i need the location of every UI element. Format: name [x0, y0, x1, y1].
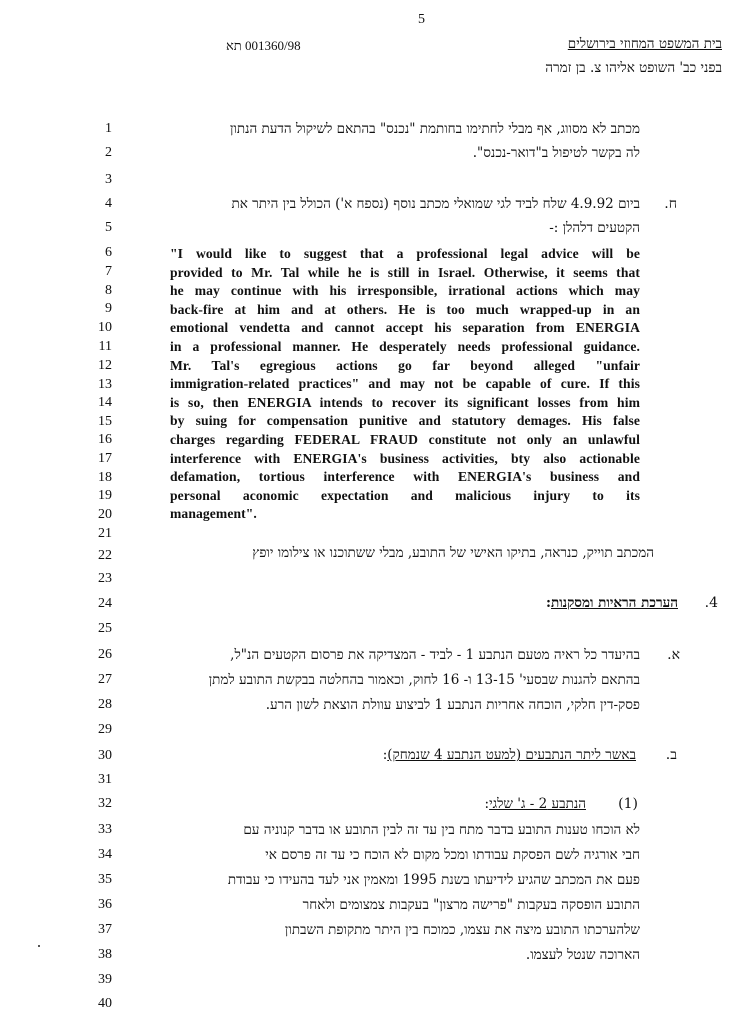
line-number: 20 [98, 507, 112, 522]
line-number: 6 [105, 245, 112, 260]
line-number: 15 [98, 414, 112, 429]
line-number: 19 [98, 488, 112, 503]
line-number: 29 [98, 722, 112, 737]
line-number: 31 [98, 772, 112, 787]
line-number: 5 [105, 220, 112, 235]
quote-line: emotional vendetta and cannot accept his separation from ENERGIA [170, 320, 640, 336]
intro-line-1: מכתב לא מסווג, אף מבלי לחתימו בחותמת "נכנס" בהתאם לשיקול הדעת הנתון [229, 121, 640, 137]
line-number: 21 [98, 526, 112, 541]
line-number: 13 [98, 377, 112, 392]
section-4-title [546, 595, 678, 611]
quote-line: provided to Mr. Tal while he is still in Israel. Otherwise, it seems that [170, 264, 640, 280]
quote-line: immigration-related practices" and may not be capable of cure. If this [170, 376, 640, 392]
het-line-2: הקטעים דלהלן :- [549, 220, 640, 236]
judge-name: בפני כב' השופט אליהו צ. בן זמרה [545, 60, 722, 76]
page-number: 5 [418, 12, 425, 27]
line-number: 2 [105, 145, 112, 160]
section-4-marker: 4. [704, 595, 718, 611]
line-number: 14 [98, 395, 112, 410]
section-4-colon: : [546, 595, 551, 611]
section-alef-marker: א. [667, 647, 680, 663]
quote-line: personal aconomic expectation and malicious injury to its [170, 487, 640, 503]
line-number: 3 [105, 172, 112, 187]
line-number: 11 [98, 339, 112, 354]
subsection-1-line: שלהערכתו התובע מיצה את עצמו, כמוכח בין היתר מתקופת השבתון [284, 922, 640, 938]
line-number: 7 [105, 264, 112, 279]
section-bet-marker: ב. [665, 747, 677, 763]
line-number: 25 [98, 621, 112, 636]
section-4-title-text: הערכת הראיות ומסקנות [551, 595, 678, 611]
line-number: 24 [98, 596, 112, 611]
line-number: 27 [98, 672, 112, 687]
subsection-1-title [485, 796, 586, 812]
subsection-1-colon: : [484, 796, 490, 812]
section-bet-title [383, 747, 636, 763]
line-number: 8 [105, 283, 112, 298]
line-number: 26 [98, 647, 112, 662]
court-name: בית המשפט המחוזי בירושלים [567, 36, 722, 52]
alef-line-3: פסק-דין חלקי, הוכחה אחריות הנתבע 1 לביצוע עוולת הוצאת לשון הרע. [265, 697, 640, 713]
subsection-1-marker: (1) [618, 796, 638, 812]
line-number: 33 [98, 822, 112, 837]
line-number: 38 [98, 947, 112, 962]
alef-line-2: בהתאם להגנות שבסעי' 13-15 ו- 16 לחוק, וכאמור בהחלטה בבקשת התובע למתן [208, 672, 640, 688]
scan-speck [38, 945, 40, 947]
line-number: 36 [98, 897, 112, 912]
line-number: 34 [98, 847, 112, 862]
subsection-1-line: הארוכה שנטל לעצמו. [525, 947, 640, 963]
english-quote-block [170, 245, 640, 524]
intro-line-2: לה בקשר לטיפול ב"דואר-נכנס". [472, 145, 640, 161]
subsection-1-line: פעם את המכתב שהגיע לידיעתו בשנת 1995 ומאמין אני לעד בהעידו כי עבודת [227, 872, 640, 888]
section-bet-title-text: באשר ליתר הנתבעים (למעט הנתבע 4 שנמחק) [387, 747, 636, 763]
line-number: 22 [98, 548, 112, 563]
line-number: 16 [98, 432, 112, 447]
quote-line: interference with ENERGIA's business activities, bty also actionable [170, 450, 640, 466]
line-number: 12 [98, 358, 112, 373]
line-number: 17 [98, 451, 112, 466]
letter-filed-line: המכתב תוייק, כנראה, בתיקו האישי של התובע, מבלי ששתוכנו או צילומו יופץ [252, 545, 654, 561]
line-number: 10 [98, 320, 112, 335]
case-number: 001360/98 תא [226, 38, 301, 53]
line-number: 18 [98, 470, 112, 485]
line-number: 9 [105, 301, 112, 316]
line-number: 37 [98, 922, 112, 937]
line-number: 30 [98, 748, 112, 763]
line-number: 4 [105, 196, 112, 211]
subsection-1-line: לא הוכחו טענות התובע בדבר מתח בין עד זה לבין התובע או בדבר קנוניה עם [243, 822, 640, 838]
line-number: 35 [98, 872, 112, 887]
quote-line: defamation, tortious interference with ENERGIA's business and [170, 469, 640, 485]
het-line-1: ביום 4.9.92 שלח לביד לגי שמואלי מכתב נוסף (נספח א') הכולל בין היתר את [231, 196, 640, 212]
quote-line: in a professional manner. He desperately needs professional guidance. [170, 338, 640, 354]
section-bet-colon: : [382, 747, 388, 763]
section-het-marker: ח. [664, 196, 677, 212]
quote-line: Mr. Tal's egregious actions go far beyond alleged "unfair [170, 357, 640, 373]
subsection-1-title-text: הנתבע 2 - ג' שלגי [489, 796, 586, 812]
subsection-1-line: חבי אורגיה לשם הפסקת עבודתו ומכל מקום לא הוכח כי עד זה פרסם אי [265, 847, 640, 863]
subsection-1-line: התובע הופסקה בעקבות "פרישה מרצון" בעקבות צמצומים ולאחר [302, 897, 640, 913]
quote-line: back-fire at him and at others. He is too much wrapped-up in an [170, 301, 640, 317]
line-number: 1 [105, 121, 112, 136]
line-number: 40 [98, 996, 112, 1011]
alef-line-1: בהיעדר כל ראיה מטעם הנתבע 1 - לביד - המצדיקה את פרסום הקטעים הנ"ל, [230, 647, 640, 663]
line-number: 32 [98, 796, 112, 811]
line-number: 39 [98, 972, 112, 987]
quote-line: is so, then ENERGIA intends to recover its significant losses from him [170, 394, 640, 410]
line-number: 23 [98, 571, 112, 586]
quote-line: charges regarding FEDERAL FRAUD constitute not only an unlawful [170, 431, 640, 447]
quote-line: he may continue with his irresponsible, irrational actions which may [170, 283, 640, 299]
quote-line: by suing for compensation punitive and statutory demages. His false [170, 413, 640, 429]
quote-line: management". [170, 506, 257, 522]
quote-line: "I would like to suggest that a professional legal advice will be [170, 246, 640, 261]
line-number: 28 [98, 697, 112, 712]
